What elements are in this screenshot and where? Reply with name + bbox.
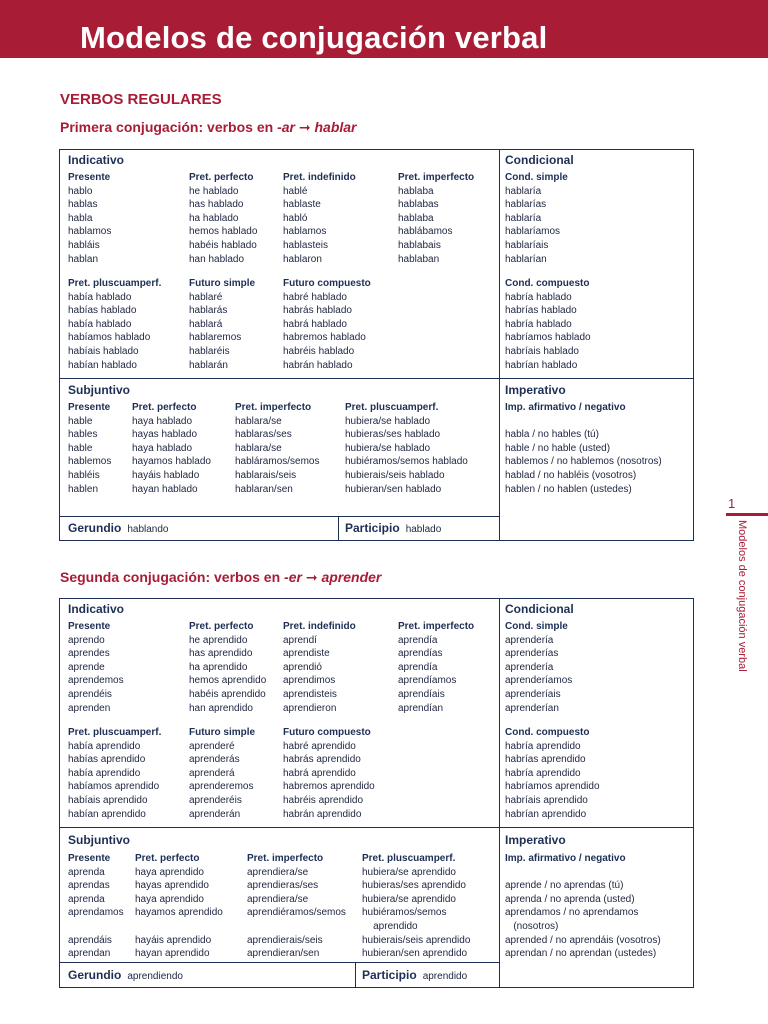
verb-form: habréis aprendido — [283, 794, 364, 806]
verb-form: aprendes — [68, 648, 110, 660]
col-imperativo — [505, 401, 662, 496]
column-header: Presente — [68, 172, 111, 183]
verb-form: habríais hablado — [505, 345, 579, 357]
verb-form: ha hablado — [189, 212, 239, 224]
col-sub-presente — [68, 401, 111, 496]
verb-form: hubiera/se aprendido — [362, 893, 456, 905]
verb-form: aprendiéramos/semos — [247, 907, 346, 919]
verb-form: aprenda — [68, 893, 105, 905]
verb-form: aprendías — [398, 648, 443, 660]
col-sub-imperfecto — [235, 401, 319, 496]
verb-form: habéis hablado — [189, 239, 257, 251]
col-futuro-compuesto — [283, 726, 375, 821]
verb-form — [247, 920, 346, 934]
divider-horizontal — [60, 378, 693, 379]
col-sub-imperfecto — [247, 852, 346, 961]
verb-form: habrás aprendido — [283, 754, 361, 766]
verb-form: haya aprendido — [135, 893, 204, 905]
col-sub-perfecto — [135, 852, 223, 961]
verb-form: hablabais — [398, 239, 441, 251]
column-header: Presente — [68, 402, 111, 413]
verb-form: hayáis hablado — [132, 469, 200, 481]
col-cond-simple — [505, 620, 572, 715]
verb-form: hablaba — [398, 185, 434, 197]
subjuntivo-heading: Subjuntivo — [68, 383, 130, 397]
verb-form: aprendería — [505, 634, 554, 646]
verb-form: aprendan — [68, 948, 111, 960]
verb-form: he aprendido — [189, 634, 248, 646]
verb-form: hablen / no hablen (ustedes) — [505, 483, 632, 495]
verb-form: aprendía — [398, 634, 438, 646]
verb-form: aprendamos — [68, 907, 124, 919]
verb-form: hubiéramos/semos hablado — [345, 456, 468, 468]
verb-form: aprendan / no aprendan (ustedes) — [505, 948, 657, 960]
verb-form: hablaríamos — [505, 226, 561, 238]
column-header: Imp. afirmativo / negativo — [505, 402, 626, 413]
verb-form: habréis hablado — [283, 345, 355, 357]
verb-form: aprenderás — [189, 754, 240, 766]
col-pret-indefinido — [283, 620, 356, 715]
verb-form: han aprendido — [189, 702, 253, 714]
verb-form: hable — [68, 442, 93, 454]
verb-form: aprendieron — [283, 702, 337, 714]
verb-form: habré aprendido — [283, 740, 356, 752]
verb-form: habían aprendido — [68, 808, 146, 820]
verb-form: hablarías — [505, 199, 547, 211]
col-sub-perfecto — [132, 401, 211, 496]
verb-form: habían hablado — [68, 359, 137, 371]
divider-vertical — [355, 962, 356, 988]
first-ending: -ar — [277, 119, 295, 135]
column-header: Pret. imperfecto — [398, 172, 475, 183]
gerundio-label: Gerundio — [68, 968, 122, 982]
verb-form: aprendas — [68, 880, 110, 892]
col-sub-presente — [68, 852, 124, 961]
column-header: Cond. simple — [505, 621, 568, 632]
divider-vertical — [338, 516, 339, 541]
verb-form: aprenderá — [189, 767, 235, 779]
verb-form: habrán aprendido — [283, 808, 362, 820]
verb-form: aprendemos — [68, 675, 124, 687]
col-futuro-simple — [189, 277, 255, 372]
verb-form: hablaría — [505, 185, 542, 197]
section-title: VERBOS REGULARES — [60, 91, 222, 108]
verb-form: hubieras/ses hablado — [345, 429, 441, 441]
verb-form: hablaras/ses — [235, 429, 292, 441]
verb-form: aprenden — [68, 702, 111, 714]
column-header: Futuro simple — [189, 278, 256, 289]
verb-form: habías hablado — [68, 305, 137, 317]
verb-form: hayan hablado — [132, 483, 198, 495]
verb-form: habrá aprendido — [283, 767, 356, 779]
first-conjugation-title — [60, 118, 357, 136]
page-title: Modelos de conjugación verbal — [80, 20, 548, 55]
verb-form: hablad / no habléis (vosotros) — [505, 469, 637, 481]
col-sub-pluscuamperfecto — [362, 852, 470, 961]
col-presente — [68, 171, 111, 266]
verb-form: hablaríais — [505, 239, 549, 251]
verb-form: aprendieras/ses — [247, 880, 319, 892]
page-number: 1 — [728, 496, 736, 511]
verb-form: aprendierais/seis — [247, 934, 323, 946]
verb-form: hayan aprendido — [135, 948, 210, 960]
verb-form: he hablado — [189, 185, 239, 197]
column-header: Imp. afirmativo / negativo — [505, 853, 626, 864]
second-ending: -er — [284, 569, 302, 585]
verb-form: aprendiera/se — [247, 893, 309, 905]
verb-form: hablará — [189, 318, 223, 330]
verb-form: hubiera/se hablado — [345, 415, 431, 427]
verb-form: habláramos/semos — [235, 456, 320, 468]
verb-form: habríamos hablado — [505, 332, 591, 344]
verb-form: aprendía — [398, 661, 438, 673]
verb-form: aprenda / no aprenda (usted) — [505, 893, 635, 905]
verb-form: hubierais/seis hablado — [345, 469, 445, 481]
condicional-heading: Condicional — [505, 602, 574, 616]
verb-form: habría hablado — [505, 318, 572, 330]
verb-form: aprendéis — [68, 688, 112, 700]
verb-form: habíais hablado — [68, 345, 139, 357]
participio-value: hablado — [405, 524, 442, 535]
column-header: Pret. pluscuamperf. — [345, 402, 439, 413]
verb-form: habrían hablado — [505, 359, 578, 371]
gerundio-label: Gerundio — [68, 521, 122, 535]
verb-form: habla / no hables (tú) — [505, 429, 599, 441]
verb-form: aprenderé — [189, 740, 235, 752]
gerundio-value: hablando — [127, 524, 169, 535]
verb-form: había hablado — [68, 318, 132, 330]
participio-label: Participio — [362, 968, 417, 982]
verb-form: haya hablado — [132, 442, 193, 454]
first-model-verb: hablar — [314, 119, 357, 135]
verb-form: habíamos hablado — [68, 332, 151, 344]
imperativo-heading: Imperativo — [505, 383, 566, 397]
column-header: Pret. pluscuamperf. — [362, 853, 456, 864]
col-cond-compuesto — [505, 726, 600, 821]
verb-form: habríais aprendido — [505, 794, 588, 806]
verb-form: aprendió — [283, 661, 322, 673]
verb-form: haya hablado — [132, 415, 193, 427]
col-futuro-compuesto — [283, 277, 371, 372]
verb-form: aprenderías — [505, 648, 559, 660]
col-pret-imperfecto — [398, 620, 474, 715]
verb-form: hablaría — [505, 212, 542, 224]
column-header: Pret. imperfecto — [235, 402, 312, 413]
verb-form: habláis — [68, 239, 100, 251]
first-conjugation-table — [59, 149, 694, 541]
gerundio-row — [68, 521, 169, 537]
column-header: Pret. perfecto — [189, 621, 254, 632]
verb-form — [68, 920, 124, 934]
column-header: Pret. perfecto — [135, 853, 200, 864]
verb-form: hayamos hablado — [132, 456, 211, 468]
col-sub-pluscuamperfecto — [345, 401, 468, 496]
verb-form: aprende — [68, 661, 105, 673]
gerundio-row — [68, 968, 183, 984]
verb-form: hablarán — [189, 359, 228, 371]
col-cond-compuesto — [505, 277, 591, 372]
verb-form: aprendí — [283, 634, 317, 646]
verb-form: había aprendido — [68, 740, 141, 752]
verb-form: hablaré — [189, 291, 223, 303]
col-pret-imperfecto — [398, 171, 474, 266]
column-header: Pret. indefinido — [283, 621, 356, 632]
first-arrow: ➞ — [298, 119, 311, 135]
col-presente — [68, 620, 124, 715]
column-header: Pret. pluscuamperf. — [68, 278, 162, 289]
verb-form: aprenderemos — [189, 781, 254, 793]
divider-horizontal — [60, 962, 499, 963]
subjuntivo-heading: Subjuntivo — [68, 833, 130, 847]
verb-form: hablaréis — [189, 345, 230, 357]
second-conjugation-title — [60, 568, 381, 586]
second-model-verb: aprender — [321, 569, 382, 585]
verb-form: habremos aprendido — [283, 781, 375, 793]
col-imperativo — [505, 852, 661, 961]
indicativo-heading: Indicativo — [68, 153, 125, 167]
verb-form: habrán hablado — [283, 359, 353, 371]
verb-form: hablamos — [283, 226, 327, 238]
verb-form: hablábamos — [398, 226, 453, 238]
divider-horizontal — [60, 516, 499, 517]
verb-form: hablemos / no hablemos (nosotros) — [505, 456, 662, 468]
column-header: Cond. simple — [505, 172, 568, 183]
column-header: Pret. pluscuamperf. — [68, 727, 162, 738]
column-header: Presente — [68, 621, 111, 632]
verb-form: hubiéramos/semos — [362, 907, 447, 919]
verb-form: hablo — [68, 185, 93, 197]
verb-form: hablara/se — [235, 442, 282, 454]
verb-form: hayáis aprendido — [135, 934, 212, 946]
verb-form: hablé — [283, 185, 308, 197]
column-header: Pret. perfecto — [189, 172, 254, 183]
verb-form: habíais aprendido — [68, 794, 148, 806]
verb-form: aprenderéis — [189, 794, 242, 806]
verb-form: ha aprendido — [189, 661, 248, 673]
verb-form: haya aprendido — [135, 866, 204, 878]
verb-form: habríamos aprendido — [505, 781, 600, 793]
verb-form: habría aprendido — [505, 740, 581, 752]
verb-form: aprendíamos — [398, 675, 457, 687]
verb-form: hablaban — [398, 253, 440, 265]
verb-form: habría aprendido — [505, 767, 581, 779]
verb-form: aprendido — [362, 920, 418, 932]
verb-form: hables — [68, 429, 98, 441]
verb-form: aprenderán — [189, 808, 241, 820]
second-arrow: ➞ — [305, 569, 318, 585]
first-title-prefix: Primera conjugación: verbos en — [60, 119, 278, 135]
verb-form: has aprendido — [189, 648, 253, 660]
col-futuro-simple — [189, 726, 255, 821]
verb-form: aprendimos — [283, 675, 336, 687]
verb-form: hablara/se — [235, 415, 282, 427]
participio-row — [345, 521, 441, 537]
verb-form: habrás hablado — [283, 305, 352, 317]
verb-form: aprendisteis — [283, 688, 337, 700]
verb-form: habéis aprendido — [189, 688, 266, 700]
participio-label: Participio — [345, 521, 400, 535]
verb-form: han hablado — [189, 253, 245, 265]
verb-form: hablaron — [283, 253, 322, 265]
verb-form: habías aprendido — [68, 754, 146, 766]
verb-form: aprendieran/sen — [247, 948, 320, 960]
verb-form: aprendería — [505, 661, 554, 673]
verb-form: hablamos — [68, 226, 112, 238]
verb-form: había hablado — [68, 291, 132, 303]
verb-form: aprendiera/se — [247, 866, 309, 878]
verb-form: hablarás — [189, 305, 228, 317]
verb-form: (nosotros) — [505, 920, 559, 932]
verb-form: habrá hablado — [283, 318, 347, 330]
verb-form: hablaste — [283, 199, 321, 211]
col-pluscuamperfecto — [68, 277, 161, 372]
column-header: Presente — [68, 853, 111, 864]
column-header: Pret. imperfecto — [398, 621, 475, 632]
spacer — [505, 866, 661, 880]
verb-form: aprenda — [68, 866, 105, 878]
verb-form: hayamos aprendido — [135, 907, 223, 919]
column-header: Cond. compuesto — [505, 278, 590, 289]
verb-form: aprendo — [68, 634, 105, 646]
verb-form: hayas hablado — [132, 429, 198, 441]
verb-form: hablemos — [68, 456, 112, 468]
verb-form: aprendiste — [283, 648, 330, 660]
indicativo-heading: Indicativo — [68, 602, 125, 616]
verb-form: aprenderíais — [505, 688, 561, 700]
verb-form: aprendamos / no aprendamos — [505, 907, 639, 919]
participio-value: aprendido — [422, 971, 468, 982]
verb-form: habría hablado — [505, 291, 572, 303]
verb-form: aprendíais — [398, 688, 445, 700]
verb-form: hablen — [68, 483, 99, 495]
verb-form: habíamos aprendido — [68, 781, 160, 793]
verb-form: aprenderíamos — [505, 675, 573, 687]
column-header: Pret. indefinido — [283, 172, 356, 183]
verb-form: habrías aprendido — [505, 754, 586, 766]
divider-vertical — [499, 599, 500, 988]
col-pluscuamperfecto — [68, 726, 161, 821]
verb-form: hubiera/se aprendido — [362, 866, 456, 878]
verb-form: hablas — [68, 199, 98, 211]
verb-form: hablaran/sen — [235, 483, 293, 495]
verb-form: hemos aprendido — [189, 675, 267, 687]
column-header: Futuro compuesto — [283, 278, 371, 289]
verb-form: hablaremos — [189, 332, 242, 344]
title-banner — [0, 0, 768, 58]
condicional-heading: Condicional — [505, 153, 574, 167]
verb-form: hablaba — [398, 212, 434, 224]
verb-form: hayas aprendido — [135, 880, 209, 892]
column-header: Cond. compuesto — [505, 727, 590, 738]
col-cond-simple — [505, 171, 568, 266]
divider-vertical — [499, 150, 500, 541]
verb-form: habremos hablado — [283, 332, 366, 344]
verb-form: habla — [68, 212, 93, 224]
verb-form: hable — [68, 415, 93, 427]
verb-form: aprendían — [398, 702, 444, 714]
participio-row — [362, 968, 467, 984]
verb-form: hablan — [68, 253, 99, 265]
verb-form: hablarían — [505, 253, 547, 265]
second-conjugation-table — [59, 598, 694, 988]
col-pret-perfecto — [189, 620, 266, 715]
verb-form: habléis — [68, 469, 100, 481]
verb-form: aprende / no aprendas (tú) — [505, 880, 624, 892]
verb-form: hable / no hable (usted) — [505, 442, 611, 454]
column-header: Pret. perfecto — [132, 402, 197, 413]
verb-form: habrías hablado — [505, 305, 577, 317]
verb-form: hablabas — [398, 199, 439, 211]
imperativo-heading: Imperativo — [505, 833, 566, 847]
side-running-head-text: Modelos de conjugación verbal — [736, 520, 748, 672]
verb-form: aprenderían — [505, 702, 559, 714]
verb-form: hubieran/sen aprendido — [362, 948, 468, 960]
verb-form — [135, 920, 223, 934]
verb-form: habló — [283, 212, 308, 224]
verb-form: hubieran/sen hablado — [345, 483, 442, 495]
side-tab-bar — [726, 513, 768, 516]
verb-form: hubiera/se hablado — [345, 442, 431, 454]
col-pret-indefinido — [283, 171, 356, 266]
column-header: Futuro compuesto — [283, 727, 371, 738]
verb-form: habrían aprendido — [505, 808, 587, 820]
divider-horizontal — [60, 827, 693, 828]
column-header: Pret. imperfecto — [247, 853, 324, 864]
verb-form: había aprendido — [68, 767, 141, 779]
gerundio-value: aprendiendo — [127, 971, 183, 982]
column-header: Futuro simple — [189, 727, 256, 738]
verb-form: hablasteis — [283, 239, 329, 251]
verb-form: hubieras/ses aprendido — [362, 880, 466, 892]
second-title-prefix: Segunda conjugación: verbos en — [60, 569, 285, 585]
verb-form: aprendáis — [68, 934, 112, 946]
verb-form: hemos hablado — [189, 226, 258, 238]
verb-form: hablarais/seis — [235, 469, 297, 481]
verb-form: hubierais/seis aprendido — [362, 934, 471, 946]
verb-form: has hablado — [189, 199, 244, 211]
verb-form: habré hablado — [283, 291, 347, 303]
spacer — [505, 415, 662, 429]
verb-form: aprended / no aprendáis (vosotros) — [505, 934, 661, 946]
col-pret-perfecto — [189, 171, 257, 266]
